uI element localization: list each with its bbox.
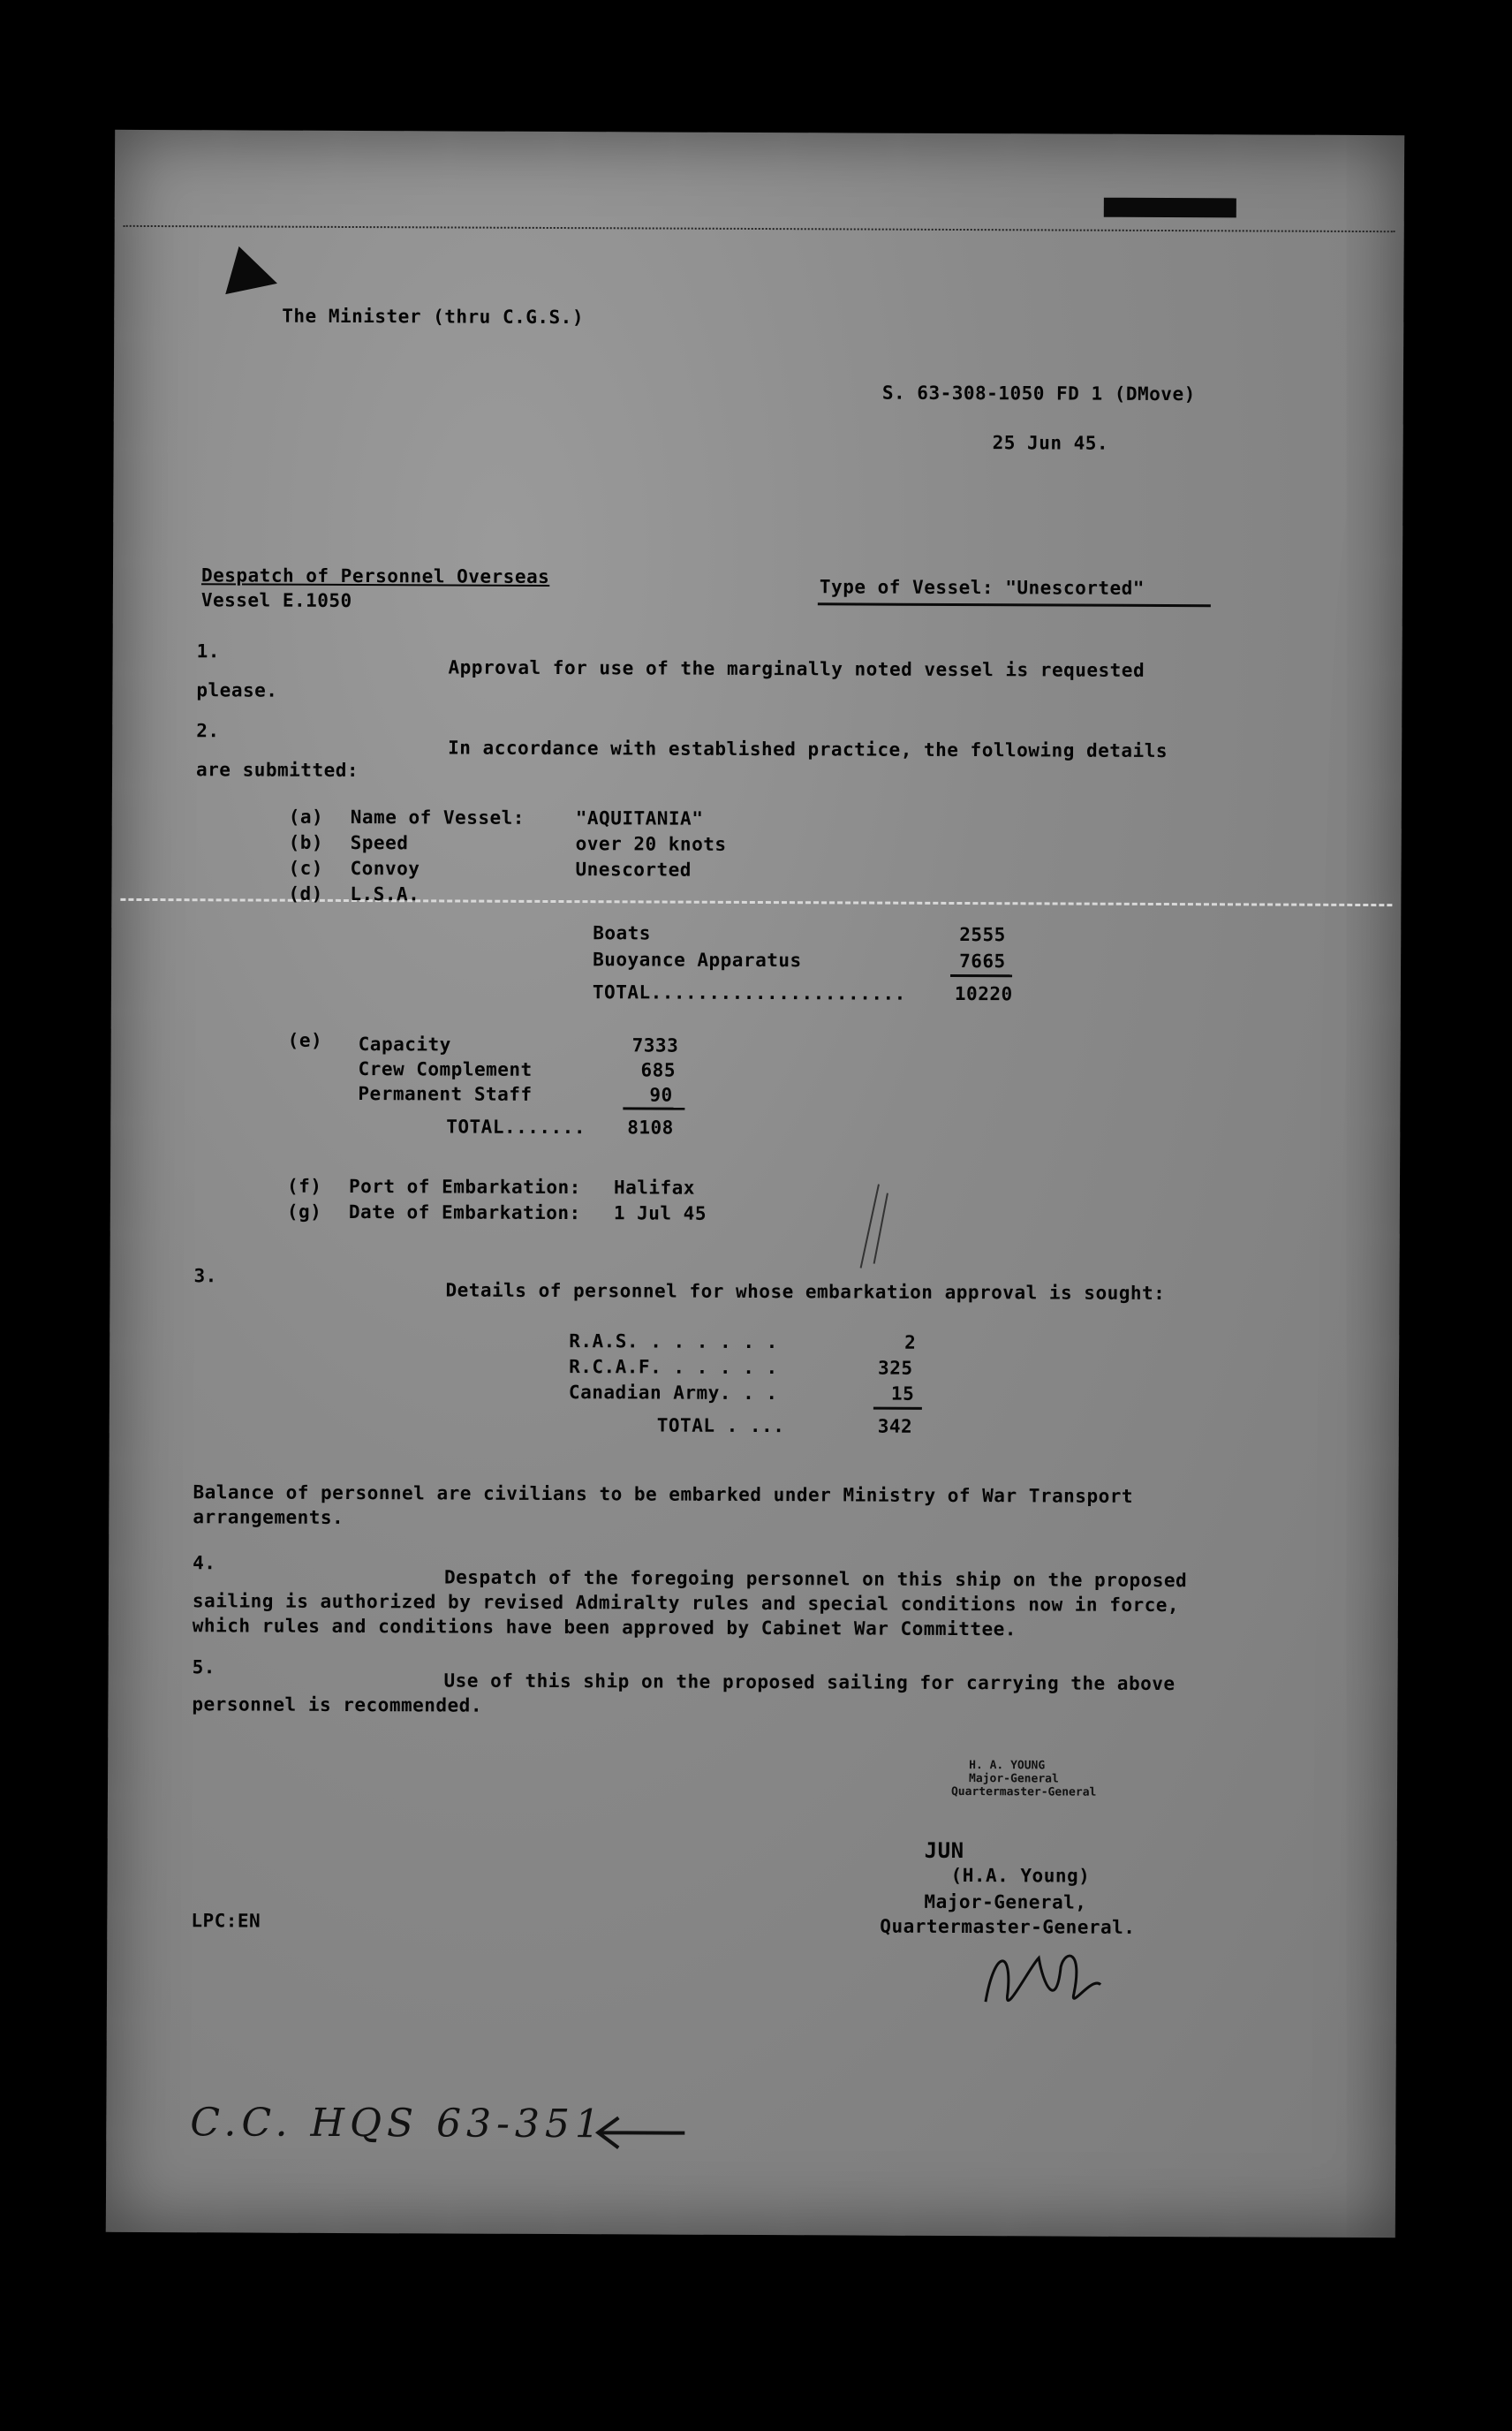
item-c-key: Convoy bbox=[350, 857, 420, 880]
para-2-line-2: are submitted: bbox=[195, 759, 359, 782]
rcaf-value: 325 bbox=[878, 1357, 913, 1379]
item-f-label: (f) bbox=[286, 1175, 322, 1197]
army-label: Canadian Army. . . bbox=[568, 1382, 778, 1405]
para-4-line-3: which rules and conditions have been approved by Cabinet War Committee. bbox=[192, 1615, 1017, 1640]
item-g-value: 1 Jul 45 bbox=[613, 1202, 707, 1224]
para-4-number: 4. bbox=[193, 1552, 216, 1574]
item-c-label: (c) bbox=[288, 857, 324, 879]
stamp-line-3: Quartermaster-General bbox=[950, 1784, 1097, 1799]
para-2-line-1: In accordance with established practice, the following details bbox=[448, 737, 1168, 762]
para-3-number: 3. bbox=[193, 1265, 217, 1287]
item-b-value: over 20 knots bbox=[575, 833, 727, 855]
document-date: 25 Jun 45. bbox=[992, 432, 1109, 454]
stamp-date: JUN bbox=[924, 1837, 964, 1864]
para-5-number: 5. bbox=[192, 1656, 215, 1678]
capacity-label: Capacity bbox=[358, 1034, 451, 1056]
capacity-total-label: TOTAL....... bbox=[446, 1116, 586, 1139]
capacity-sum-rule bbox=[623, 1107, 684, 1109]
handwritten-reference: C.C. HQS 63-351 bbox=[190, 2100, 606, 2147]
lsa-sum-rule bbox=[950, 974, 1012, 977]
buoyance-label: Buoyance Apparatus bbox=[593, 949, 802, 972]
perforation-line bbox=[124, 225, 1395, 232]
item-g-label: (g) bbox=[286, 1200, 322, 1223]
para-2-number: 2. bbox=[196, 720, 220, 742]
ras-value: 2 bbox=[904, 1331, 917, 1353]
para-1-line-1: Approval for use of the marginally noted vessel is requested bbox=[448, 656, 1145, 681]
rcaf-label: R.C.A.F. . . . . . bbox=[569, 1356, 778, 1379]
stamp-line-1: H. A. YOUNG bbox=[969, 1759, 1046, 1773]
boats-label: Boats bbox=[593, 922, 652, 944]
balance-line-2: arrangements. bbox=[193, 1506, 344, 1528]
signatory-title: Quartermaster-General. bbox=[880, 1915, 1136, 1938]
document-page bbox=[106, 130, 1404, 2238]
buoyance-value: 7665 bbox=[959, 950, 1006, 973]
para-4-line-2: sailing is authorized by revised Admiralty rules and special conditions now in force, bbox=[192, 1590, 1180, 1617]
ras-label: R.A.S. . . . . . . bbox=[569, 1330, 778, 1353]
signatory-rank: Major-General, bbox=[924, 1890, 1087, 1913]
item-b-label: (b) bbox=[288, 831, 324, 853]
boats-value: 2555 bbox=[959, 924, 1006, 946]
para-4-line-1: Despatch of the foregoing personnel on this ship on the proposed bbox=[444, 1566, 1188, 1592]
typist-initials: LPC:EN bbox=[191, 1910, 261, 1932]
approval-stamp bbox=[925, 1759, 1119, 1830]
para-5-line-1: Use of this ship on the proposed sailing for carrying the above bbox=[443, 1670, 1176, 1695]
signatory-name: (H.A. Young) bbox=[950, 1864, 1091, 1887]
staff-label: Permanent Staff bbox=[358, 1083, 533, 1105]
vessel-type: Type of Vessel: "Unescorted" bbox=[819, 576, 1145, 599]
item-f-key: Port of Embarkation: bbox=[348, 1175, 581, 1199]
item-c-value: Unescorted bbox=[575, 859, 692, 881]
item-e-label: (e) bbox=[287, 1029, 323, 1051]
subject-title: Despatch of Personnel Overseas bbox=[200, 564, 550, 587]
army-value: 15 bbox=[890, 1382, 915, 1405]
handwritten-signature bbox=[977, 1931, 1118, 2029]
lsa-total-value: 10220 bbox=[954, 982, 1013, 1005]
para-1-line-2: please. bbox=[196, 679, 278, 701]
personnel-total-value: 342 bbox=[877, 1415, 913, 1437]
file-reference: S. 63-308-1050 FD 1 (DMove) bbox=[881, 382, 1196, 405]
torn-corner bbox=[216, 240, 277, 294]
staff-value: 90 bbox=[649, 1084, 673, 1106]
redaction-mark bbox=[1104, 198, 1236, 218]
personnel-sum-rule bbox=[873, 1407, 922, 1410]
item-a-label: (a) bbox=[288, 806, 324, 828]
item-b-key: Speed bbox=[350, 831, 409, 854]
pencil-mark bbox=[843, 1179, 914, 1276]
capacity-total-value: 8108 bbox=[627, 1117, 674, 1139]
para-5-line-2: personnel is recommended. bbox=[192, 1693, 483, 1716]
vessel-type-underline bbox=[818, 602, 1211, 607]
item-d-label: (d) bbox=[288, 882, 323, 905]
stamp-line-2: Major-General bbox=[969, 1772, 1059, 1786]
capacity-value: 7333 bbox=[631, 1034, 679, 1056]
balance-line-1: Balance of personnel are civilians to be embarked under Ministry of War Transport bbox=[193, 1481, 1134, 1507]
item-a-value: "AQUITANIA" bbox=[575, 807, 704, 829]
lsa-total-label: TOTAL...................... bbox=[592, 981, 906, 1004]
personnel-total-label: TOTAL . ... bbox=[656, 1414, 785, 1437]
crew-label: Crew Complement bbox=[358, 1058, 533, 1080]
para-1-number: 1. bbox=[196, 640, 220, 663]
addressee: The Minister (thru C.G.S.) bbox=[282, 305, 585, 329]
item-a-key: Name of Vessel: bbox=[350, 806, 525, 829]
para-3-line-1: Details of personnel for whose embarkation approval is sought: bbox=[445, 1279, 1166, 1305]
item-f-value: Halifax bbox=[613, 1177, 696, 1199]
item-g-key: Date of Embarkation: bbox=[348, 1200, 581, 1224]
item-d-key: L.S.A. bbox=[350, 882, 420, 905]
vessel-reference: Vessel E.1050 bbox=[200, 589, 352, 612]
arrow-icon bbox=[587, 2110, 693, 2155]
crew-value: 685 bbox=[640, 1059, 677, 1081]
